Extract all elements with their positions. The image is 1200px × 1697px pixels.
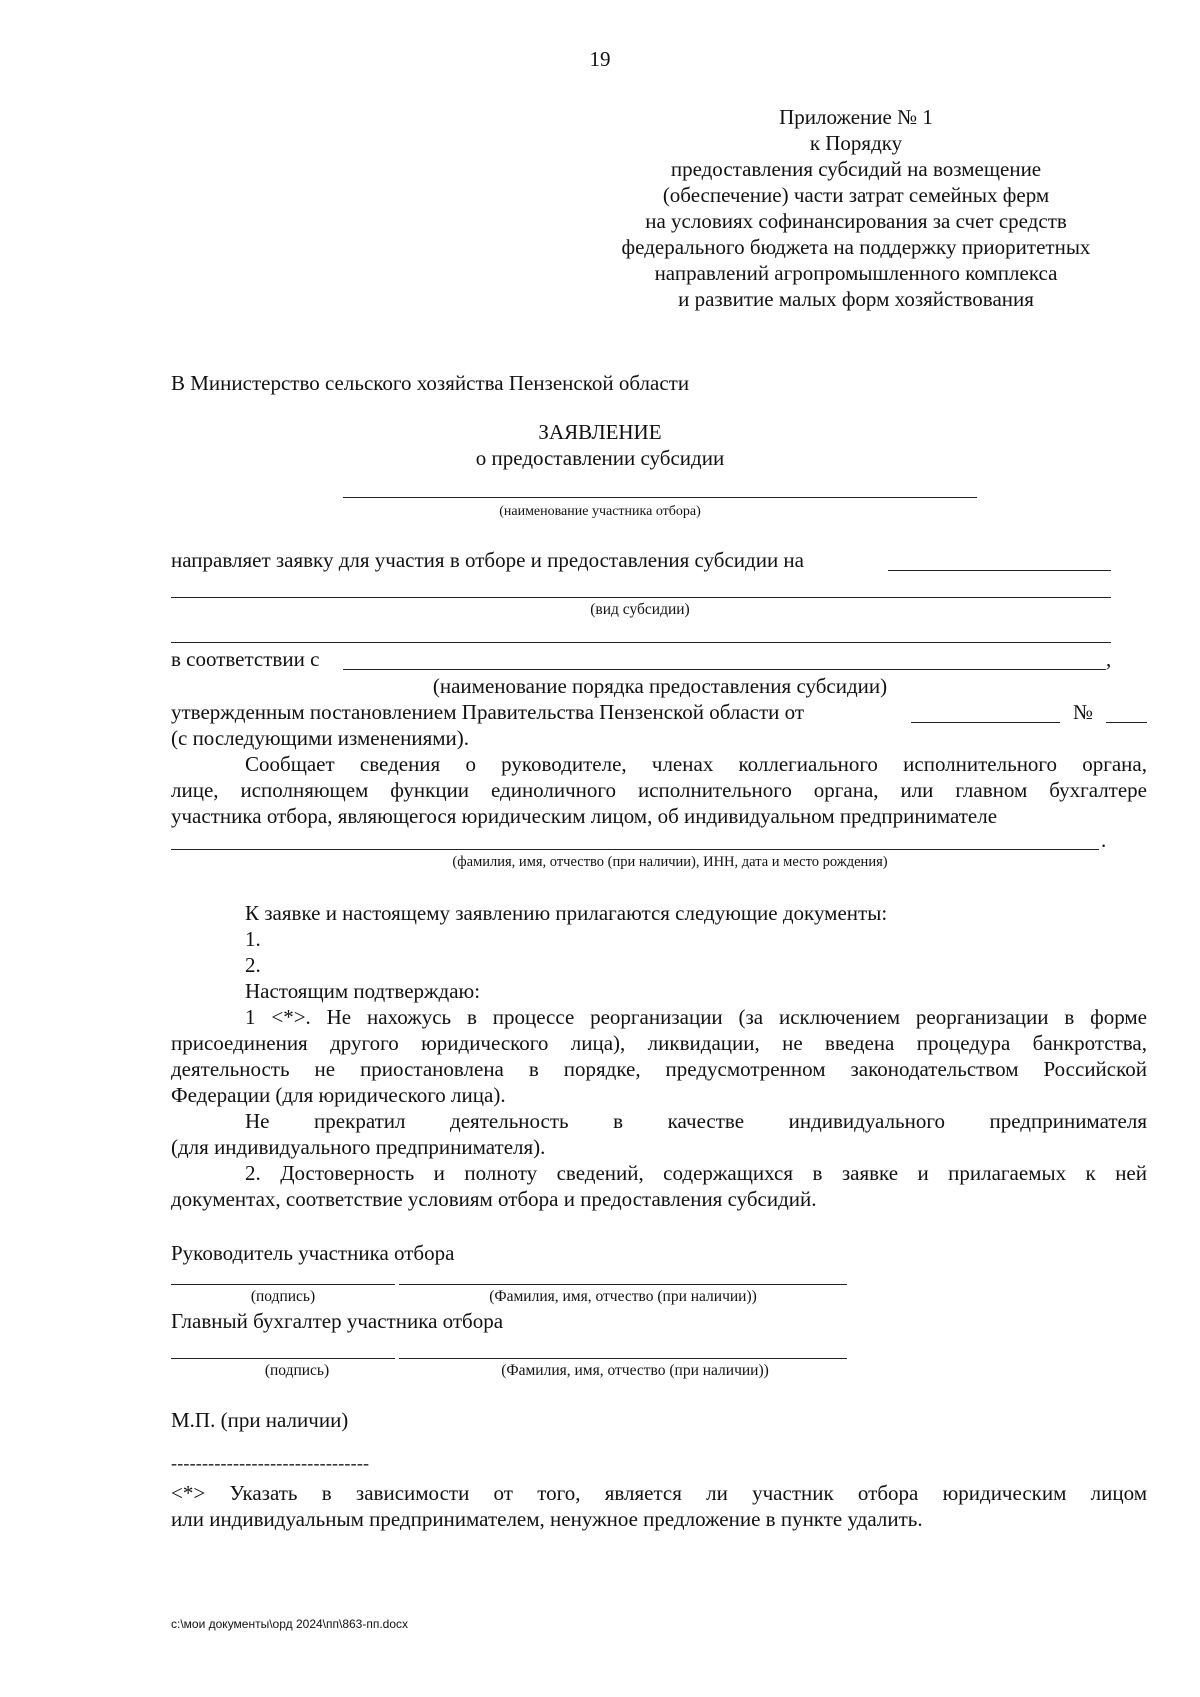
head-name-field[interactable] [399, 1284, 847, 1285]
info-paragraph-line: участника отбора, являющегося юридическим лицом, об индивидуальном предпринимателе [171, 804, 998, 828]
text-changes: (с последующими изменениями). [171, 726, 470, 750]
confirm-ip-line: (для индивидуального предпринимателя). [171, 1135, 546, 1159]
subsidy-type-field-continued[interactable] [171, 597, 1111, 598]
caption-subsidy-type: (вид субсидии) [590, 601, 690, 618]
attached-item: 1. [245, 927, 261, 951]
appendix-line: (обеспечение) части затрат семейных ферм [662, 183, 1050, 207]
text-approved: утвержденным постановлением Правительства Пензенской области от [171, 700, 805, 724]
number-sign: № [1073, 700, 1094, 724]
period: . [1101, 828, 1107, 852]
comma: , [1106, 647, 1112, 671]
file-path: c:\мои документы\орд 2024\пп\863-пп.docx [171, 1617, 409, 1631]
participant-name-field[interactable] [343, 497, 977, 498]
appendix-line: на условиях софинансирования за счет средств [645, 209, 1067, 233]
text-accordance: в соответствии с [171, 647, 320, 671]
confirm-intro: Настоящим подтверждаю: [245, 979, 481, 1003]
confirm-2-line: документах, соответствие условиям отбора и предоставления субсидий. [171, 1187, 817, 1211]
text-direct-application: направляет заявку для участия в отборе и предоставления субсидии на [171, 548, 804, 572]
appendix-line: и развитие малых форм хозяйствования [678, 287, 1034, 311]
subsidy-type-field[interactable] [888, 570, 1111, 571]
addressee: В Министерство сельского хозяйства Пензенской области [171, 371, 690, 395]
footnote-separator: -------------------------------- [171, 1453, 370, 1473]
confirm-1-line: Федерации (для юридического лица). [171, 1083, 506, 1107]
caption-participant: (наименование участника отбора) [499, 504, 701, 519]
page-number: 19 [589, 47, 611, 71]
appendix-line: Приложение № 1 [779, 105, 933, 129]
document-title: ЗАЯВЛЕНИЕ [538, 420, 662, 444]
stamp-label: М.П. (при наличии) [171, 1408, 349, 1432]
accountant-signature-field[interactable] [171, 1358, 395, 1359]
procedure-name-field[interactable] [343, 669, 1106, 670]
confirm-1-line: присоединения другого юридического лица), ликвидации, не введена процедура банкротства, [171, 1031, 1147, 1055]
caption-signature: (подпись) [264, 1362, 330, 1379]
confirm-2-line: 2. Достоверность и полноту сведений, содержащихся в заявке и прилагаемых к ней [245, 1161, 1147, 1185]
appendix-line: к Порядку [809, 131, 903, 155]
attached-intro: К заявке и настоящему заявлению прилагаются следующие документы: [245, 901, 888, 925]
confirm-1-line: 1 <*>. Не нахожусь в процессе реорганизации (за исключением реорганизации в форме [245, 1005, 1147, 1029]
accountant-name-field[interactable] [399, 1358, 847, 1359]
caption-name: (Фамилия, имя, отчество (при наличии)) [489, 1288, 757, 1305]
attached-item: 2. [245, 953, 261, 977]
appendix-line: предоставления субсидий на возмещение [670, 157, 1042, 181]
appendix-line: федерального бюджета на поддержку приоритетных [621, 235, 1091, 259]
caption-procedure: (наименование порядка предоставления субсидии) [432, 674, 888, 698]
subsidy-type-field-extra[interactable] [171, 642, 1111, 643]
appendix-block [560, 104, 1152, 312]
head-label: Руководитель участника отбора [171, 1241, 455, 1265]
confirm-ip-line: Не прекратил деятельность в качестве индивидуального предпринимателя [245, 1109, 1147, 1133]
appendix-line: направлений агропромышленного комплекса [654, 261, 1058, 285]
info-paragraph-line: лице, исполняющем функции единоличного исполнительного органа, или главном бухгалтере [171, 778, 1147, 802]
person-details-field[interactable] [171, 849, 1099, 850]
footnote-line: или индивидуальным предпринимателем, ненужное предложение в пункте удалить. [171, 1507, 923, 1531]
caption-name: (Фамилия, имя, отчество (при наличии)) [501, 1362, 769, 1379]
caption-signature: (подпись) [250, 1288, 316, 1305]
accountant-label: Главный бухгалтер участника отбора [171, 1309, 504, 1333]
resolution-number-field[interactable] [1106, 722, 1147, 723]
resolution-date-field[interactable] [911, 722, 1060, 723]
caption-person: (фамилия, имя, отчество (при наличии), ИНН, дата и место рождения) [452, 854, 888, 870]
document-subtitle: о предоставлении субсидии [475, 446, 725, 470]
info-paragraph-line: Сообщает сведения о руководителе, членах коллегиального исполнительного органа, [245, 752, 1147, 776]
footnote-line: <*> Указать в зависимости от того, является ли участник отбора юридическим лицом [171, 1481, 1147, 1505]
confirm-1-line: деятельность не приостановлена в порядке, предусмотренном законодательством Российской [171, 1057, 1147, 1081]
head-signature-field[interactable] [171, 1284, 395, 1285]
